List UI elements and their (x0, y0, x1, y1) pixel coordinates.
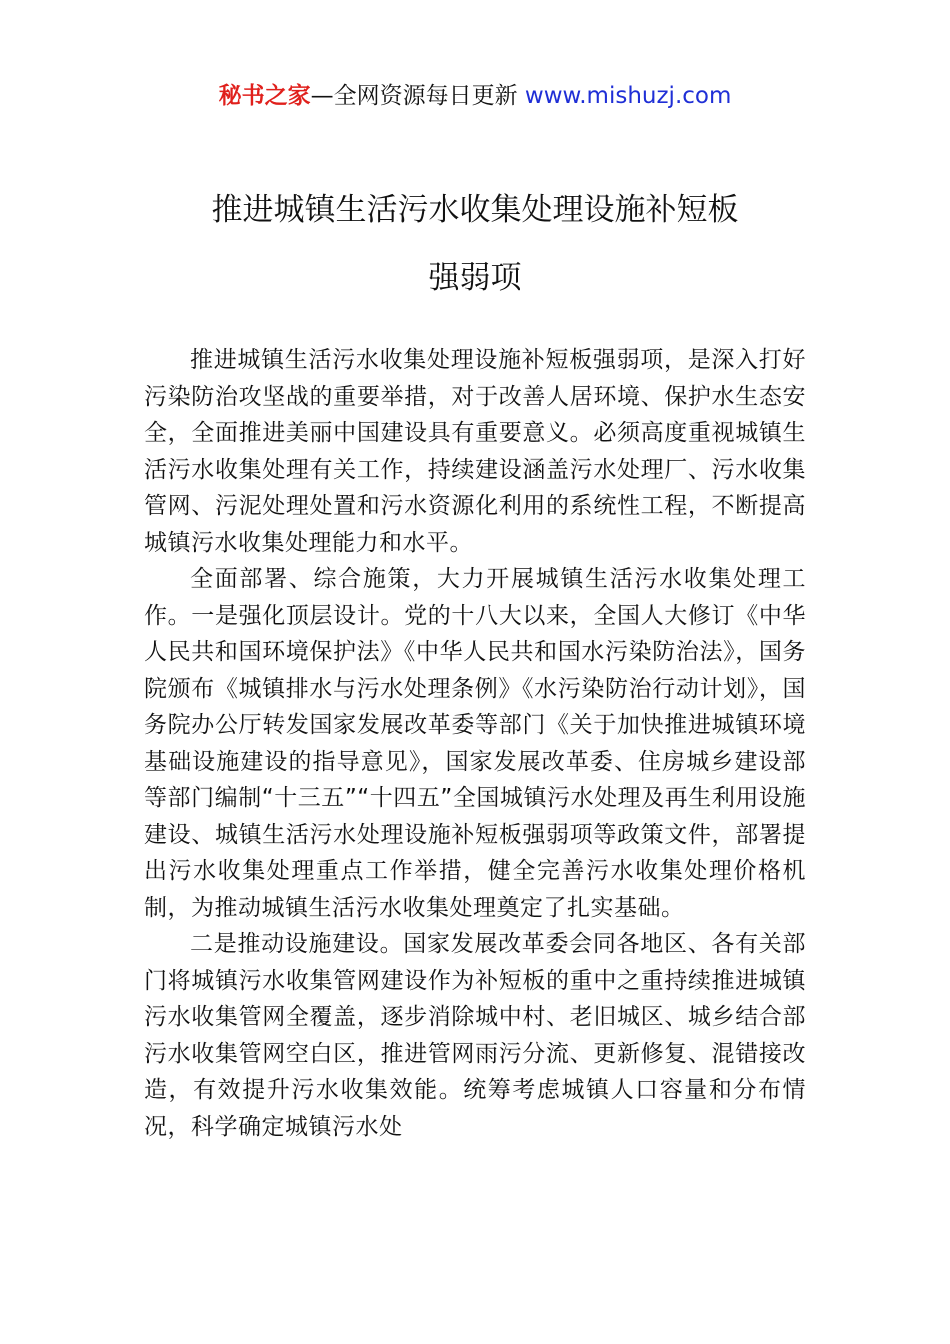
paragraph-1: 推进城镇生活污水收集处理设施补短板强弱项，是深入打好污染防治攻坚战的重要举措，对于改善人居环境、保护水生态安全，全面推进美丽中国建设具有重要意义。必须高度重视城镇生活污水收集处理有关工作，持续建设涵盖污水处理厂、污水收集管网、污泥处理处置和污水资源化利用的系统性工程，不断提高城镇污水收集处理能力和水平。 (144, 347, 806, 556)
document-title-line-2: 强弱项 (428, 260, 522, 296)
site-tagline: —全网资源每日更新 (310, 83, 525, 109)
paragraph-2: 全面部署、综合施策，大力开展城镇生活污水收集处理工作。一是强化顶层设计。党的十八大以来，全国人大修订《中华人民共和国环境保护法》《中华人民共和国水污染防治法》，国务院颁布《城镇排水与污水处理条例》《水污染防治行动计划》，国务院办公厅转发国家发展改革委等部门《关于加快推进城镇环境基础设施建设的指导意见》，国家发展改革委、住房城乡建设部等部门编制“十三五”“十四五”全国城镇污水处理及再生利用设施建设、城镇生活污水处理设施补短板强弱项等政策文件，部署提出污水收集处理重点工作举措，健全完善污水收集处理价格机制，为推动城镇生活污水收集处理奠定了扎实基础。 (144, 566, 806, 921)
document-title (0, 176, 950, 312)
document-body (144, 342, 806, 1145)
site-header (0, 80, 950, 112)
site-url-link[interactable]: www.mishuzj.com (524, 83, 732, 109)
site-brand: 秘书之家 (218, 83, 311, 109)
document-title-line-1: 推进城镇生活污水收集处理设施补短板 (211, 192, 739, 228)
paragraph-3: 二是推动设施建设。国家发展改革委会同各地区、各有关部门将城镇污水收集管网建设作为补短板的重中之重持续推进城镇污水收集管网全覆盖，逐步消除城中村、老旧城区、城乡结合部污水收集管网空白区，推进管网雨污分流、更新修复、混错接改造，有效提升污水收集效能。统筹考虑城镇人口容量和分布情况，科学确定城镇污水处 (144, 931, 806, 1140)
